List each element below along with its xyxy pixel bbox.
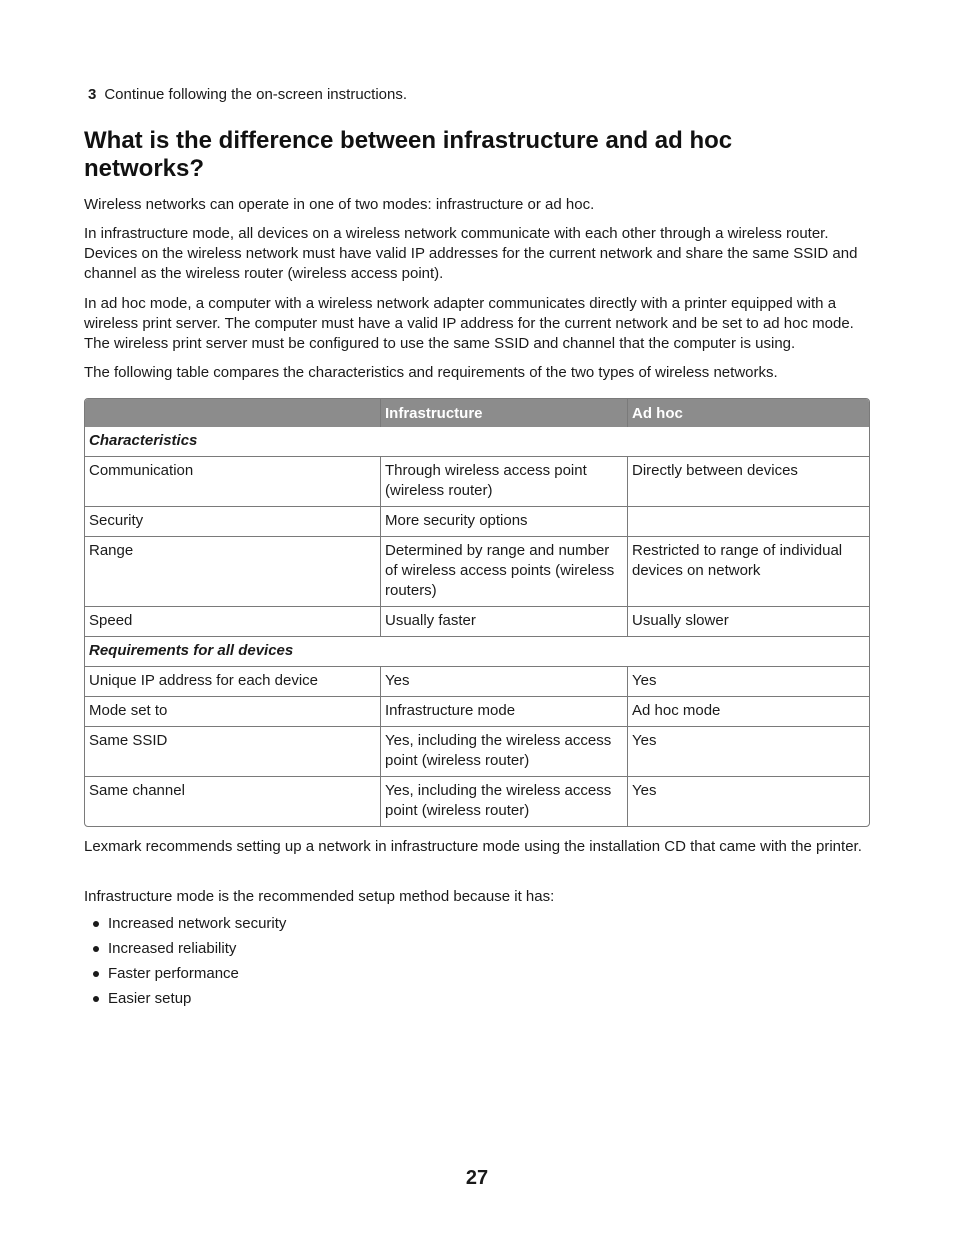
section-title-characteristics: Characteristics <box>85 427 869 457</box>
infrastructure-cell: Yes <box>381 667 628 697</box>
adhoc-cell: Yes <box>628 667 869 697</box>
recommendation-paragraph: Lexmark recommends setting up a network in infrastructure mode using the installation CD that came with the printer. <box>84 838 862 855</box>
list-item <box>84 936 286 961</box>
row-label: Speed <box>85 607 381 637</box>
table-row <box>85 507 869 537</box>
adhoc-cell: Yes <box>632 782 657 799</box>
bullet-icon <box>93 996 99 1002</box>
table-row <box>85 697 869 727</box>
header-cell-empty <box>85 399 381 427</box>
page-number: 27 <box>465 1167 489 1189</box>
table-intro-paragraph: The following table compares the characteristics and requirements of the two types of wireless networks. <box>84 364 778 381</box>
row-label: Security <box>85 507 381 537</box>
row-label: Unique IP address for each device <box>85 667 381 697</box>
table-row <box>85 457 869 507</box>
adhoc-cell: Usually slower <box>628 607 869 637</box>
table-row <box>85 777 869 826</box>
row-label: Same channel <box>85 777 381 826</box>
step-instruction <box>88 86 407 103</box>
infrastructure-cell: More security options <box>381 507 628 537</box>
table-row <box>85 607 869 637</box>
reason-paragraph: Infrastructure mode is the recommended setup method because it has: <box>84 888 555 905</box>
list-item <box>84 911 286 936</box>
list-item <box>84 961 286 986</box>
row-label: Range <box>85 537 381 607</box>
step-text: Continue following the on-screen instructions. <box>104 86 408 103</box>
infrastructure-cell: Infrastructure mode <box>381 697 628 727</box>
infrastructure-cell: Yes, including the wireless access point (wireless router) <box>381 777 628 826</box>
infrastructure-cell: Determined by range and number of wireless access points (wireless routers) <box>381 537 628 607</box>
section-heading: What is the difference between infrastructure and ad hoc networks? <box>84 127 733 182</box>
header-cell-adhoc: Ad hoc <box>628 399 869 427</box>
intro-paragraph: Wireless networks can operate in one of two modes: infrastructure or ad hoc. <box>84 196 595 213</box>
infrastructure-paragraph: In infrastructure mode, all devices on a wireless network communicate with each other through a wireless router. Devices on the wireless network must have valid IP addresses for the current network and share the same SSID and channel as the wireless router (wireless access point). <box>84 225 858 282</box>
adhoc-cell <box>628 507 869 537</box>
section-row <box>85 427 869 457</box>
row-label: Mode set to <box>85 697 381 727</box>
list-item-text: Easier setup <box>108 990 192 1007</box>
table-row <box>85 667 869 697</box>
adhoc-cell: Directly between devices <box>628 457 869 507</box>
benefits-list <box>84 911 286 1011</box>
header-cell-infrastructure: Infrastructure <box>381 399 628 427</box>
list-item <box>84 986 286 1011</box>
table-row <box>85 727 869 777</box>
bullet-icon <box>93 971 99 977</box>
section-row <box>85 637 869 667</box>
step-number: 3 <box>88 86 97 103</box>
table-row <box>85 537 869 607</box>
section-title-requirements: Requirements for all devices <box>85 637 869 667</box>
comparison-table <box>84 398 870 827</box>
adhoc-cell: Yes <box>628 727 869 777</box>
row-label: Communication <box>85 457 381 507</box>
infrastructure-cell: Yes, including the wireless access point (wireless router) <box>381 727 628 777</box>
adhoc-cell: Ad hoc mode <box>628 697 869 727</box>
adhoc-cell: Restricted to range of individual devices on network <box>628 537 869 607</box>
adhoc-paragraph: In ad hoc mode, a computer with a wireless network adapter communicates directly with a printer equipped with a wireless print server. The computer must have a valid IP address for the current network and be set to ad hoc mode. The wireless print server must be configured to use the same SSID and channel that the computer is using. <box>84 295 854 352</box>
bullet-icon <box>93 921 99 927</box>
bullet-icon <box>93 946 99 952</box>
list-item-text: Faster performance <box>108 965 239 982</box>
infrastructure-cell: Through wireless access point (wireless router) <box>381 457 628 507</box>
list-item-text: Increased reliability <box>108 940 237 957</box>
row-label: Same SSID <box>85 727 381 777</box>
list-item-text: Increased network security <box>108 915 287 932</box>
table-header-row <box>85 399 869 427</box>
infrastructure-cell: Usually faster <box>381 607 628 637</box>
